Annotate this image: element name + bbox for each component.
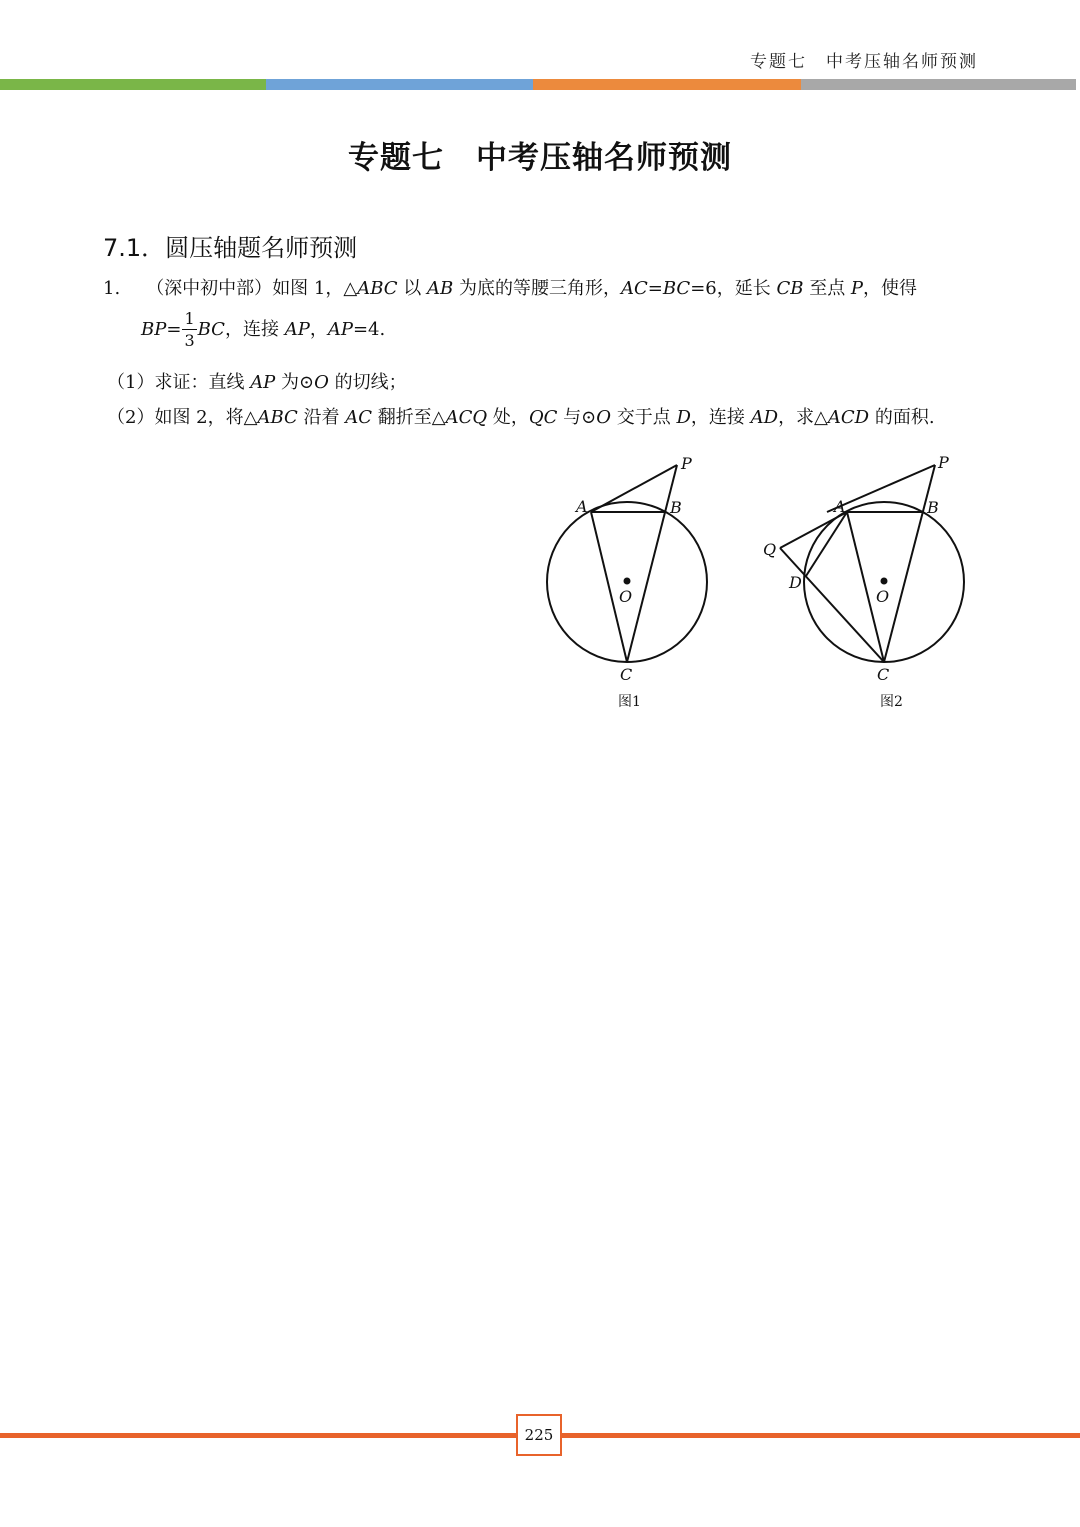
math: ABC bbox=[257, 407, 298, 428]
color-bar-blue bbox=[266, 79, 533, 90]
figure1-segment-cp bbox=[627, 465, 677, 662]
text: ，连接 bbox=[690, 407, 751, 428]
text: 的切线； bbox=[328, 372, 407, 393]
text: 如图 1，△ bbox=[272, 278, 358, 299]
text: 沿着 bbox=[297, 407, 346, 428]
figure-2 bbox=[780, 465, 964, 662]
math: O bbox=[314, 372, 329, 393]
fraction bbox=[182, 311, 196, 349]
text: （2）如图 2，将△ bbox=[107, 407, 258, 428]
math: O bbox=[596, 407, 611, 428]
text: 翻折至△ bbox=[372, 407, 446, 428]
figure2-label-b: B bbox=[927, 498, 939, 517]
math: BC bbox=[197, 319, 225, 340]
text: 交于点 bbox=[611, 407, 677, 428]
figure-1 bbox=[547, 465, 707, 662]
math: ABC bbox=[357, 278, 398, 299]
math: AC bbox=[620, 278, 648, 299]
figure1-center-dot bbox=[624, 578, 631, 585]
math: AB bbox=[427, 278, 454, 299]
problem-line-2 bbox=[141, 311, 385, 349]
text: 为底的等腰三角形， bbox=[453, 278, 621, 299]
figure2-center-dot bbox=[881, 578, 888, 585]
math: AD bbox=[750, 407, 779, 428]
problem-part-1 bbox=[107, 368, 407, 394]
figure1-label-c: C bbox=[620, 665, 633, 684]
math: CB bbox=[776, 278, 804, 299]
math: AP bbox=[284, 319, 310, 340]
figure2-label-c: C bbox=[877, 665, 890, 684]
text: ，使得 bbox=[863, 278, 918, 299]
figure2-label-p: P bbox=[938, 453, 949, 472]
figure1-segment-ap bbox=[591, 465, 677, 512]
text: =4. bbox=[352, 319, 386, 340]
figure1-caption: 图1 bbox=[618, 694, 641, 710]
math: BP bbox=[141, 319, 167, 340]
figure1-label-p: P bbox=[681, 454, 692, 473]
figure2-label-d: D bbox=[789, 573, 802, 592]
math: AP bbox=[327, 319, 353, 340]
figure2-segment-cp bbox=[884, 465, 935, 662]
text: =6，延长 bbox=[690, 278, 777, 299]
text: 与⊙ bbox=[557, 407, 597, 428]
text: 至点 bbox=[803, 278, 851, 299]
text: = bbox=[647, 278, 663, 299]
figure2-label-o: O bbox=[876, 587, 890, 606]
text: 的面积. bbox=[869, 407, 935, 428]
section-title: 7.1．圆压轴题名师预测 bbox=[103, 234, 358, 262]
chapter-title: 专题七 中考压轴名师预测 bbox=[348, 140, 732, 176]
page-number: 225 bbox=[524, 1426, 554, 1444]
text: 处， bbox=[487, 407, 529, 428]
text: = bbox=[166, 319, 182, 340]
text: （1）求证：直线 bbox=[107, 372, 251, 393]
figure1-label-b: B bbox=[670, 498, 682, 517]
problem-part-2 bbox=[107, 403, 935, 429]
math: ACD bbox=[827, 407, 870, 428]
figure2-label-q: Q bbox=[763, 540, 777, 559]
fraction-denominator: 3 bbox=[184, 331, 195, 350]
math: AP bbox=[250, 372, 276, 393]
text: 为⊙ bbox=[275, 372, 315, 393]
header-color-bar bbox=[0, 79, 1076, 90]
math: QC bbox=[528, 407, 558, 428]
text: 以 bbox=[397, 278, 428, 299]
figure2-caption: 图2 bbox=[880, 694, 903, 710]
text: ，连接 bbox=[224, 319, 285, 340]
color-bar-green bbox=[0, 79, 266, 90]
figure2-segment-qc bbox=[780, 548, 884, 662]
math: P bbox=[850, 278, 864, 299]
figure1-label-o: O bbox=[619, 587, 633, 606]
page-number-box bbox=[516, 1414, 562, 1456]
figure2-label-a: A bbox=[834, 497, 846, 516]
math: D bbox=[676, 407, 691, 428]
figure1-label-a: A bbox=[576, 497, 588, 516]
text: ，求△ bbox=[778, 407, 828, 428]
problem-source: （深中初中部） bbox=[146, 278, 273, 299]
problem-line-1 bbox=[103, 274, 917, 300]
fraction-numerator: 1 bbox=[184, 309, 195, 328]
math: ACQ bbox=[445, 407, 488, 428]
math: AC bbox=[345, 407, 373, 428]
figure2-segment-ad bbox=[806, 512, 847, 576]
geometry-figures bbox=[530, 448, 980, 718]
text: ， bbox=[309, 319, 328, 340]
problem-number: 1. bbox=[103, 278, 121, 299]
color-bar-orange bbox=[533, 79, 801, 90]
math: BC bbox=[662, 278, 691, 299]
running-header: 专题七 中考压轴名师预测 bbox=[750, 52, 978, 72]
color-bar-gray bbox=[801, 79, 1076, 90]
